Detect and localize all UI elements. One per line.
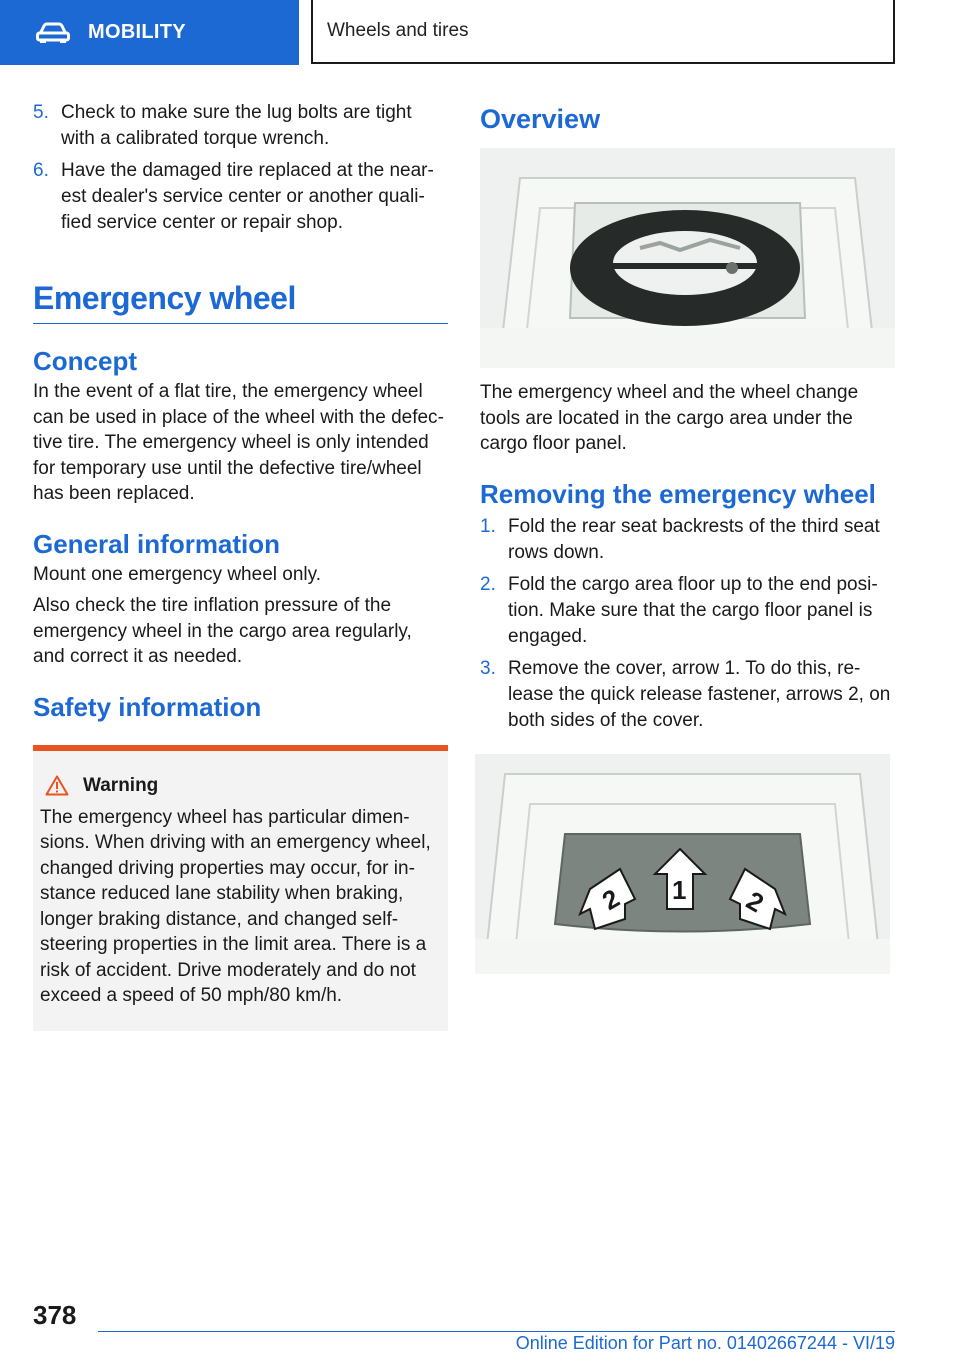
car-icon xyxy=(36,22,70,44)
removing-steps-list xyxy=(480,514,895,734)
concept-text: In the event of a flat tire, the emergency wheel can be used in place of the wheel with the defective tire. The emergency wheel is only intended for temporary use until the defective tire/wheel has been replaced. xyxy=(33,381,444,504)
cargo-cover-illustration xyxy=(475,754,890,974)
warning-title: Warning xyxy=(83,774,159,796)
general-info-heading: General information xyxy=(33,528,281,559)
concept-heading: Concept xyxy=(33,346,137,376)
step-number: 5. xyxy=(33,102,49,123)
step-text: Fold the rear seat backrests of the third seat rows down. xyxy=(508,515,880,563)
step-number: 2. xyxy=(480,573,496,595)
list-item xyxy=(33,158,448,236)
right-column xyxy=(480,100,895,974)
page-number: 378 xyxy=(33,1300,77,1330)
step-number: 1. xyxy=(480,515,496,537)
arrow-label-left: 2 xyxy=(597,882,625,916)
general-info-text-2: Also check the tire inflation pressure of the emergency wheel in the cargo area regularly, and correct it as needed. xyxy=(33,595,412,667)
warning-header xyxy=(40,775,440,797)
page-heading: Emergency wheel xyxy=(33,280,448,324)
section-title: Wheels and tires xyxy=(311,0,895,64)
warning-box xyxy=(33,745,448,1031)
removing-heading: Removing the emergency wheel xyxy=(480,478,876,509)
cargo-cover-removal-figure xyxy=(475,754,890,974)
arrow-label-center: 1 xyxy=(672,874,687,905)
chapter-tab[interactable] xyxy=(0,0,299,65)
cargo-area-illustration xyxy=(480,148,895,368)
step-text: Have the damaged tire replaced at the nearest dealer's service center or another qualified service center or repair shop. xyxy=(61,160,434,233)
safety-info-heading: Safety information xyxy=(33,691,262,722)
footer-divider xyxy=(98,1331,895,1332)
step-text: Fold the cargo area floor up to the end position. Make sure that the cargo floor panel is engaged. xyxy=(508,573,878,647)
general-info-text-1: Mount one emergency wheel only. xyxy=(33,563,321,585)
step-number: 6. xyxy=(33,160,49,181)
list-item xyxy=(480,572,895,650)
list-item xyxy=(480,514,895,566)
list-item xyxy=(480,656,895,734)
warning-text: The emergency wheel has particular dimensions. When driving with an emergency wheel, changed driving properties may occur, for instance reduced lane stability when braking, longer braking distance, and changed self-steering properties in the limit area. There is a risk of accident. Drive moderately and do not exceed a speed of 50 mph/80 km/h. xyxy=(40,806,431,1006)
continued-steps-list xyxy=(33,100,448,236)
overview-heading: Overview xyxy=(480,104,601,134)
overview-text: The emergency wheel and the wheel change tools are located in the cargo area under the cargo floor panel. xyxy=(480,382,859,454)
warning-triangle-icon xyxy=(45,775,69,796)
left-column xyxy=(33,100,448,1031)
chapter-tab-label: MOBILITY xyxy=(88,21,186,43)
list-item xyxy=(33,100,448,152)
emergency-wheel-location-figure xyxy=(480,148,895,368)
step-number: 3. xyxy=(480,657,496,679)
step-text: Remove the cover, arrow 1. To do this, release the quick release fastener, arrows 2, on both sides of the cover. xyxy=(508,657,891,731)
arrow-label-right: 2 xyxy=(741,884,769,918)
step-text: Check to make sure the lug bolts are tight with a calibrated torque wrench. xyxy=(61,102,412,149)
footer-edition-text: Online Edition for Part no. 01402667244 - VI/19 xyxy=(515,1333,895,1353)
